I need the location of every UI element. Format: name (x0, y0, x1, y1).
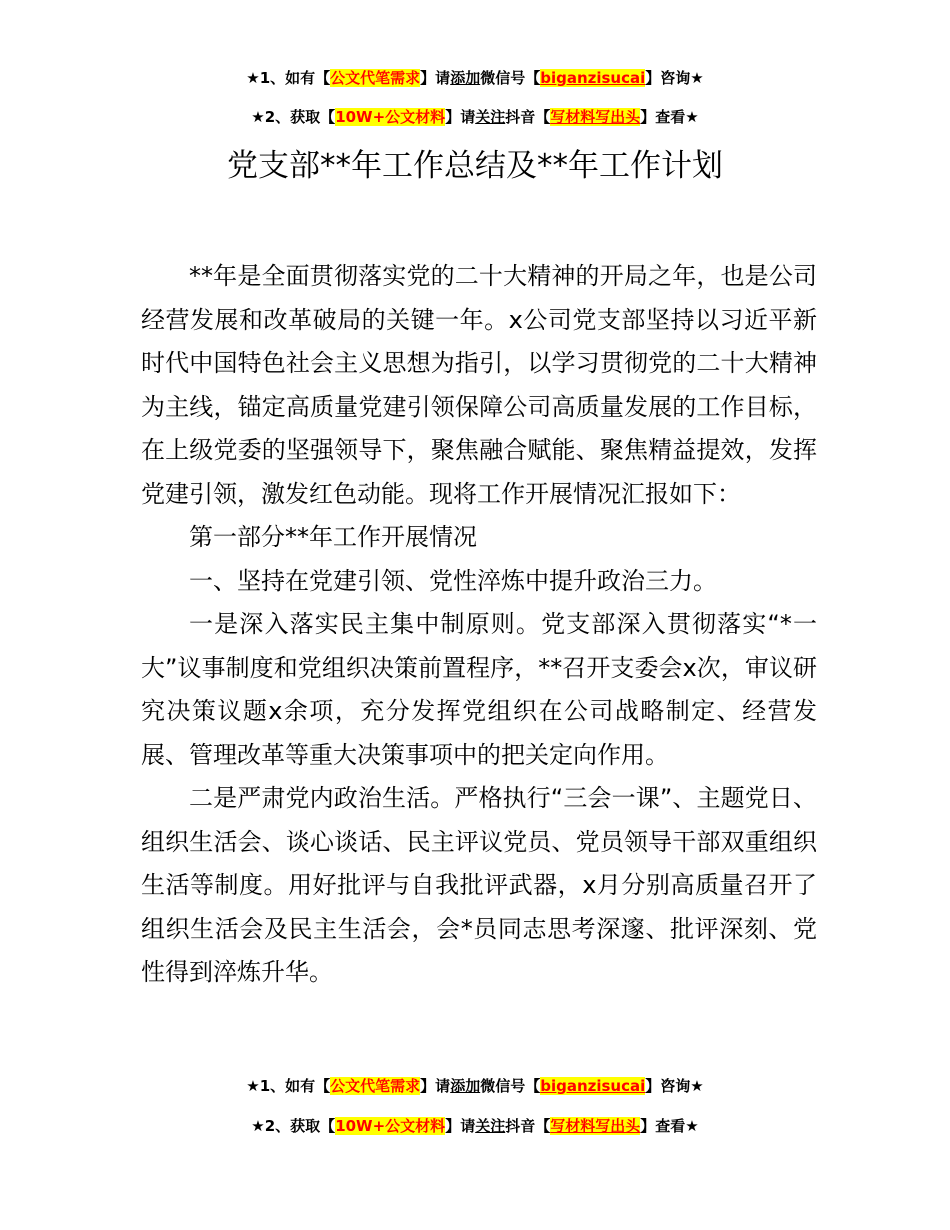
notice-emphasis: 关注 (475, 108, 506, 126)
footer-notice-line-2 (0, 1116, 950, 1136)
notice-text: 抖音【 (505, 1117, 551, 1135)
header-notice-line-1 (0, 68, 950, 88)
notice-suffix: 】咨询★ (645, 69, 704, 87)
notice-highlight: 10W+公文材料 (335, 108, 446, 126)
notice-prefix: ★1、如有【 (246, 69, 331, 87)
notice-suffix: 】咨询★ (645, 1077, 704, 1095)
body-paragraph: 一是深入落实民主集中制原则。党支部深入贯彻落实“*一大”议事制度和党组织决策前置程序，**召开支委会x次，审议研究决策议题x余项，充分发挥党组织在公司战略制定、经营发展、管理改革等重大决策事项中的把关定向作用。 (141, 610, 817, 769)
notice-suffix: 】查看★ (640, 108, 699, 126)
notice-suffix: 】查看★ (640, 1117, 699, 1135)
notice-emphasis: 添加 (450, 1077, 481, 1095)
notice-text: 】请 (445, 1117, 476, 1135)
notice-prefix: ★1、如有【 (246, 1077, 331, 1095)
notice-highlight: 10W+公文材料 (335, 1117, 446, 1135)
notice-emphasis: 添加 (450, 69, 481, 87)
section-heading: 第一部分**年工作开展情况 (189, 523, 477, 551)
wechat-id: biganzisucai (540, 69, 646, 87)
notice-text: 微信号【 (480, 1077, 541, 1095)
notice-highlight: 公文代笔需求 (330, 69, 421, 87)
notice-highlight: 公文代笔需求 (330, 1077, 421, 1095)
notice-prefix: ★2、获取【 (251, 108, 336, 126)
notice-text: 抖音【 (505, 108, 551, 126)
wechat-id: biganzisucai (540, 1077, 646, 1095)
douyin-account: 写材料写出头 (550, 108, 641, 126)
douyin-account: 写材料写出头 (550, 1117, 641, 1135)
document-title: 党支部**年工作总结及**年工作计划 (227, 148, 723, 184)
notice-text: 】请 (445, 108, 476, 126)
notice-text: 微信号【 (480, 69, 541, 87)
notice-emphasis: 关注 (475, 1117, 506, 1135)
body-paragraph: 二是严肃党内政治生活。严格执行“三会一课”、主题党日、组织生活会、谈心谈话、民主评议党员、党员领导干部双重组织生活等制度。用好批评与自我批评武器，x月分别高质量召开了组织生活会及民主生活会，会*员同志思考深邃、批评深刻、党性得到淬炼升华。 (141, 784, 817, 986)
footer-notice-line-1 (0, 1076, 950, 1096)
notice-prefix: ★2、获取【 (251, 1117, 336, 1135)
notice-text: 】请 (420, 1077, 451, 1095)
header-notice-line-2 (0, 107, 950, 127)
document-body (141, 255, 817, 995)
notice-text: 】请 (420, 69, 451, 87)
intro-paragraph: **年是全面贯彻落实党的二十大精神的开局之年，也是公司经营发展和改革破局的关键一年。x公司党支部坚持以习近平新时代中国特色社会主义思想为指引，以学习贯彻党的二十大精神为主线，锚定高质量党建引领保障公司高质量发展的工作目标，在上级党委的坚强领导下，聚焦融合赋能、聚焦精益提效，发挥党建引领，激发红色动能。现将工作开展情况汇报如下： (141, 262, 817, 508)
subsection-heading: 一、坚持在党建引领、党性淬炼中提升政治三力。 (189, 566, 717, 595)
